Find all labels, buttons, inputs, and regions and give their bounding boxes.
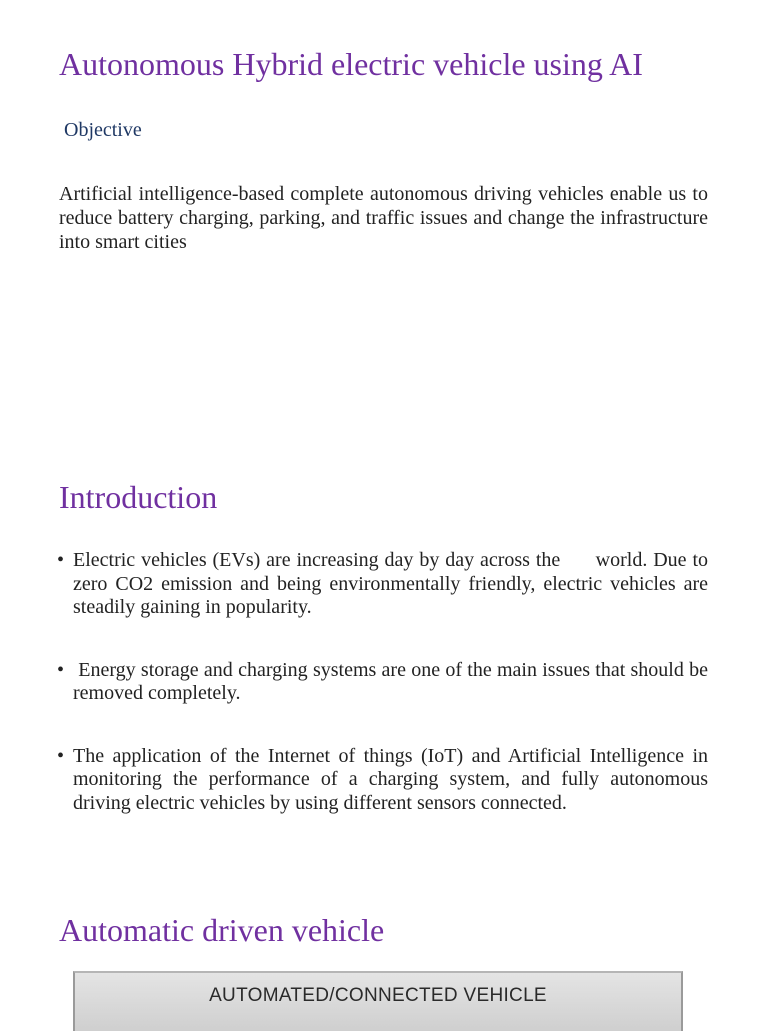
- vehicle-figure: [73, 971, 683, 1031]
- bullet-text: The application of the Internet of things (IoT) and Artificial Intelligence in monitoring the performance of a charging system, and fully autonomous driving electric vehicles by using different sensors connected.: [73, 744, 708, 814]
- objective-paragraph: Artificial intelligence-based complete autonomous driving vehicles enable us to reduce battery charging, parking, and traffic issues and change the infrastructure into smart cities: [59, 183, 708, 253]
- automatic-vehicle-heading: Automatic driven vehicle: [59, 912, 385, 948]
- document-title: Autonomous Hybrid electric vehicle using AI: [59, 46, 643, 82]
- list-item: [57, 658, 713, 706]
- bullet-icon: •: [57, 658, 65, 681]
- objective-label: Objective: [64, 119, 142, 141]
- list-item: [57, 549, 713, 620]
- bullet-text: Electric vehicles (EVs) are increasing day by day across the world. Due to zero CO2 emission and being environmentally friendly, electric vehicles are steadily gaining in popularity.: [73, 549, 713, 618]
- figure-caption: AUTOMATED/CONNECTED VEHICLE: [209, 985, 547, 1006]
- bullet-text: Energy storage and charging systems are one of the main issues that should be removed completely.: [73, 658, 713, 704]
- bullet-icon: •: [57, 744, 65, 767]
- introduction-bullet-list: [57, 549, 713, 815]
- introduction-heading: Introduction: [59, 479, 218, 515]
- list-item: [57, 745, 708, 816]
- bullet-icon: •: [57, 549, 65, 571]
